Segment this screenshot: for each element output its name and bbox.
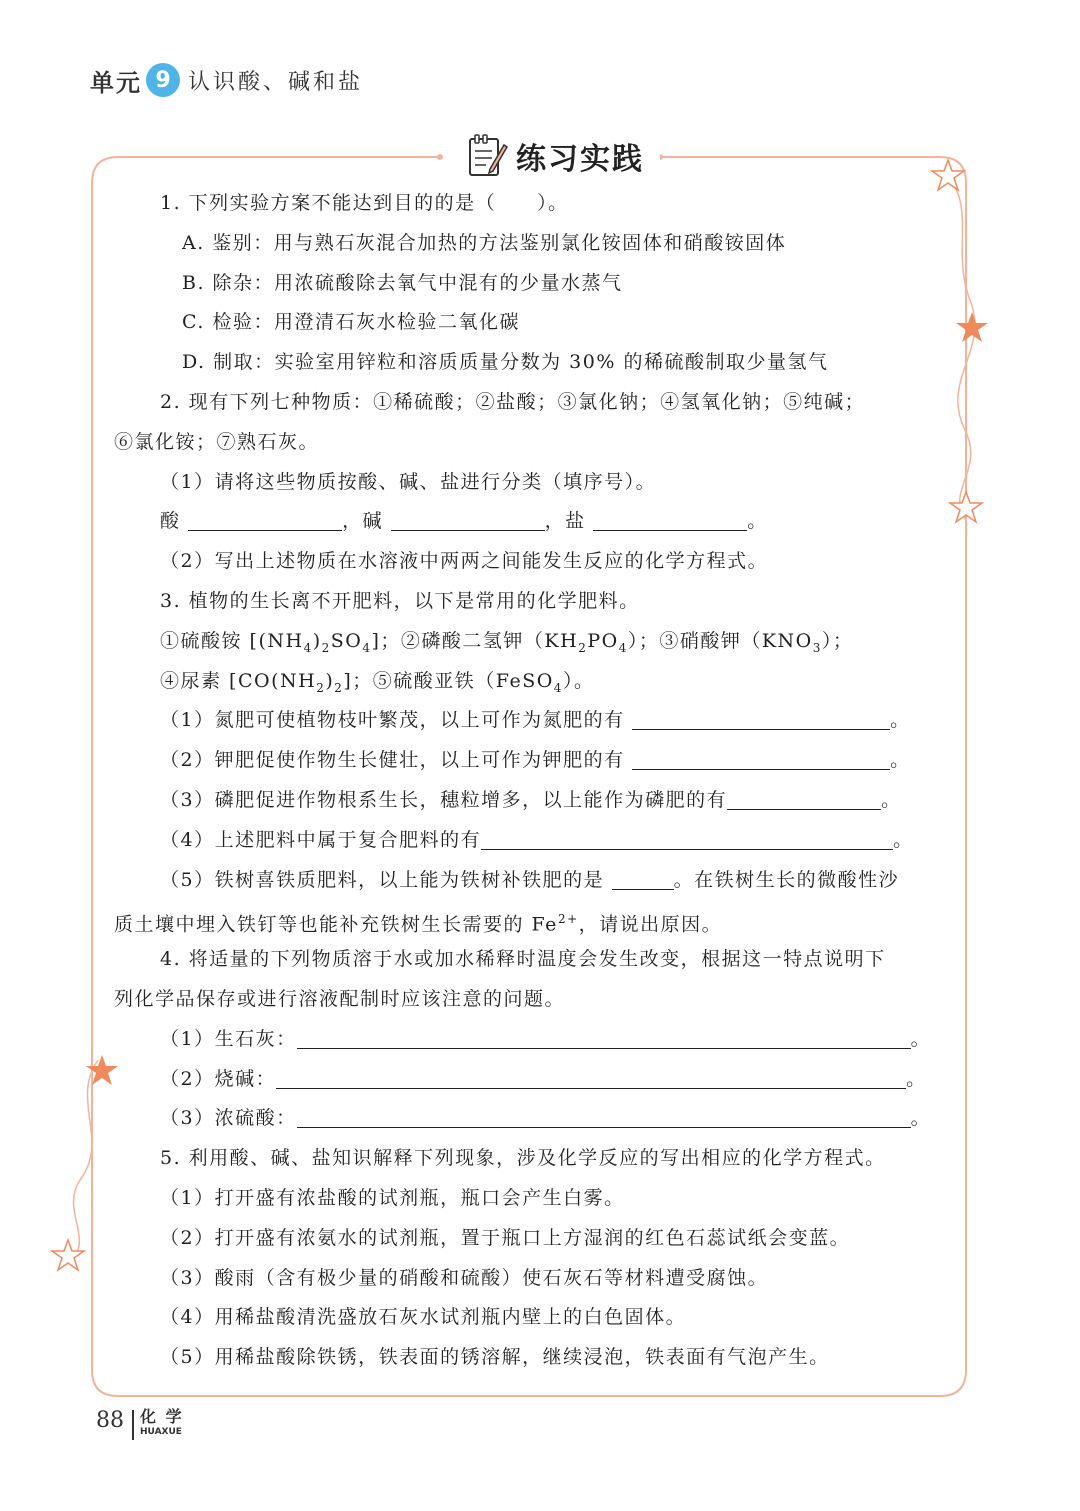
question-1-option: C. 检验：用澄清石灰水检验二氧化碳 [182, 311, 520, 334]
question-3-sub-5 [114, 861, 944, 901]
answer-blank[interactable] [632, 747, 890, 770]
question-1-stem: 1. 下列实验方案不能达到目的的是（ ）。 [160, 192, 569, 214]
sub-question-text: 。在铁树生长的微酸性沙 [673, 868, 900, 891]
unit-title: 认识酸、碱和盐 [188, 69, 364, 95]
question-3-sub-3 [114, 781, 944, 821]
answer-blank[interactable] [276, 1066, 906, 1089]
subject-en: HUAXUE [140, 1427, 182, 1437]
question-4-sub-1 [114, 1020, 944, 1060]
question-2-classify-row [114, 502, 944, 542]
acid-label: 酸 [160, 510, 181, 533]
sub-question-text: 质土壤中埋入铁钉等也能补充铁树生长需要的 Fe [114, 913, 558, 936]
question-4-stem: 4. 将适量的下列物质溶于水或加水稀释时温度会发生改变，根据这一特点说明下 [160, 948, 886, 971]
unit-label: 单元 [90, 68, 142, 97]
question-3-sub-2 [114, 741, 944, 781]
sub-question-text: （1）生石灰： [160, 1027, 297, 1050]
subscript: 2 [316, 680, 326, 695]
answer-blank[interactable] [632, 707, 890, 730]
formula-text: ]；⑤硫酸亚铁（FeSO [343, 669, 554, 692]
superscript: 2+ [557, 912, 579, 927]
period: 。 [890, 709, 911, 732]
notepad-pencil-icon [466, 133, 508, 179]
sub-question-text: （3）浓硫酸： [160, 1107, 297, 1130]
answer-blank[interactable] [612, 867, 674, 890]
star-icon [956, 312, 988, 342]
section-title [450, 128, 660, 184]
subscript: 4 [362, 640, 372, 655]
period: 。 [747, 510, 768, 533]
salt-answer-blank[interactable] [593, 508, 747, 531]
period: 。 [893, 828, 914, 851]
salt-label: ，盐 [544, 510, 586, 533]
formula-text: ) [312, 629, 322, 652]
footer-divider [132, 1410, 134, 1440]
answer-blank[interactable] [727, 787, 881, 810]
subscript: 4 [553, 680, 563, 695]
formula-text: ）；③硝酸钾（KNO [627, 629, 813, 652]
subscript: 2 [578, 640, 588, 655]
fertilizer-list-1 [114, 622, 944, 662]
question-2-stem-cont: ⑥氯化铵；⑦熟石灰。 [114, 430, 320, 453]
subject-cn: 化 学 [140, 1407, 184, 1426]
base-label: ，碱 [342, 510, 384, 533]
period: 。 [906, 1067, 927, 1090]
sub-question-text: （5）铁树喜铁质肥料，以上能为铁树补铁肥的是 [160, 868, 605, 891]
subject-label [140, 1408, 184, 1438]
answer-blank[interactable] [297, 1105, 911, 1128]
sub-question-text: （3）磷肥促进作物根系生长，穗粒增多，以上能作为磷肥的有 [160, 788, 728, 811]
question-5-stem: 5. 利用酸、碱、盐知识解释下列现象，涉及化学反应的写出相应的化学方程式。 [160, 1147, 886, 1170]
question-3-sub-5-cont [114, 900, 944, 940]
subscript: 4 [303, 640, 313, 655]
sub-question-text: （2）钾肥促使作物生长健壮，以上可作为钾肥的有 [160, 749, 625, 772]
subscript: 2 [321, 640, 331, 655]
question-3-sub-4 [114, 821, 944, 861]
question-5-sub: （5）用稀盐酸除铁锈，铁表面的锈溶解，继续浸泡，铁表面有气泡产生。 [160, 1346, 830, 1369]
question-4-sub-3 [114, 1099, 944, 1139]
question-1-option: B. 除杂：用浓硫酸除去氧气中混有的少量水蒸气 [182, 271, 623, 294]
sub-question-text: ，请说出原因。 [578, 913, 723, 936]
question-5-sub: （4）用稀盐酸清洗盛放石灰水试剂瓶内壁上的白色固体。 [160, 1306, 687, 1329]
formula-text: ）； [821, 629, 854, 652]
section-title-text: 练习实践 [516, 142, 644, 177]
formula-text: ) [325, 669, 335, 692]
question-5-sub: （2）打开盛有浓氨水的试剂瓶，置于瓶口上方湿润的红色石蕊试纸会变蓝。 [160, 1226, 851, 1249]
question-4-stem-cont: 列化学品保存或进行溶液配制时应该注意的问题。 [114, 987, 566, 1010]
unit-number-badge: 9 [146, 63, 180, 97]
exercise-content [114, 184, 944, 1378]
period: 。 [910, 1027, 932, 1050]
period: 。 [881, 788, 902, 811]
question-5-sub: （3）酸雨（含有极少量的硝酸和硫酸）使石灰石等材料遭受腐蚀。 [160, 1266, 769, 1289]
subscript: 2 [334, 680, 344, 695]
formula-text: ）。 [562, 669, 595, 692]
formula-text: PO [587, 629, 619, 652]
sub-question-text: （4）上述肥料中属于复合肥料的有 [160, 828, 482, 851]
formula-text: ]；②磷酸二氢钾（KH [371, 629, 579, 652]
question-5-sub: （1）打开盛有浓盐酸的试剂瓶，瓶口会产生白雾。 [160, 1186, 625, 1209]
subscript: 3 [812, 640, 822, 655]
question-2-stem: 2. 现有下列七种物质：①稀硫酸；②盐酸；③氯化钠；④氢氧化钠；⑤纯碱； [160, 390, 866, 413]
sub-question-text: （1）氮肥可使植物枝叶繁茂，以上可作为氮肥的有 [160, 709, 625, 732]
formula-text: SO [330, 629, 363, 652]
period: 。 [890, 749, 911, 772]
subscript: 4 [618, 640, 628, 655]
question-3-sub-1 [114, 701, 944, 741]
answer-blank[interactable] [297, 1026, 911, 1049]
question-2-sub-1: （1）请将这些物质按酸、碱、盐进行分类（填序号）。 [160, 470, 657, 493]
answer-blank[interactable] [481, 827, 893, 850]
page-footer [96, 1408, 184, 1440]
acid-answer-blank[interactable] [188, 508, 342, 531]
fertilizer-list-2 [114, 662, 944, 702]
question-3-stem: 3. 植物的生长离不开肥料，以下是常用的化学肥料。 [160, 589, 640, 612]
page-number: 88 [96, 1408, 124, 1433]
formula-text: ①硫酸铵 [(NH [160, 629, 304, 652]
period: 。 [910, 1107, 932, 1130]
formula-text: ④尿素 [CO(NH [160, 669, 317, 692]
sub-question-text: （2）烧碱： [160, 1067, 277, 1090]
base-answer-blank[interactable] [391, 508, 545, 531]
question-1-option: D. 制取：实验室用锌粒和溶质质量分数为 30% 的稀硫酸制取少量氢气 [182, 351, 829, 374]
question-2-sub-2: （2）写出上述物质在水溶液中两两之间能发生反应的化学方程式。 [160, 550, 769, 573]
question-1-option: A. 鉴别：用与熟石灰混合加热的方法鉴别氯化铵固体和硝酸铵固体 [182, 231, 787, 254]
question-4-sub-2 [114, 1060, 944, 1100]
